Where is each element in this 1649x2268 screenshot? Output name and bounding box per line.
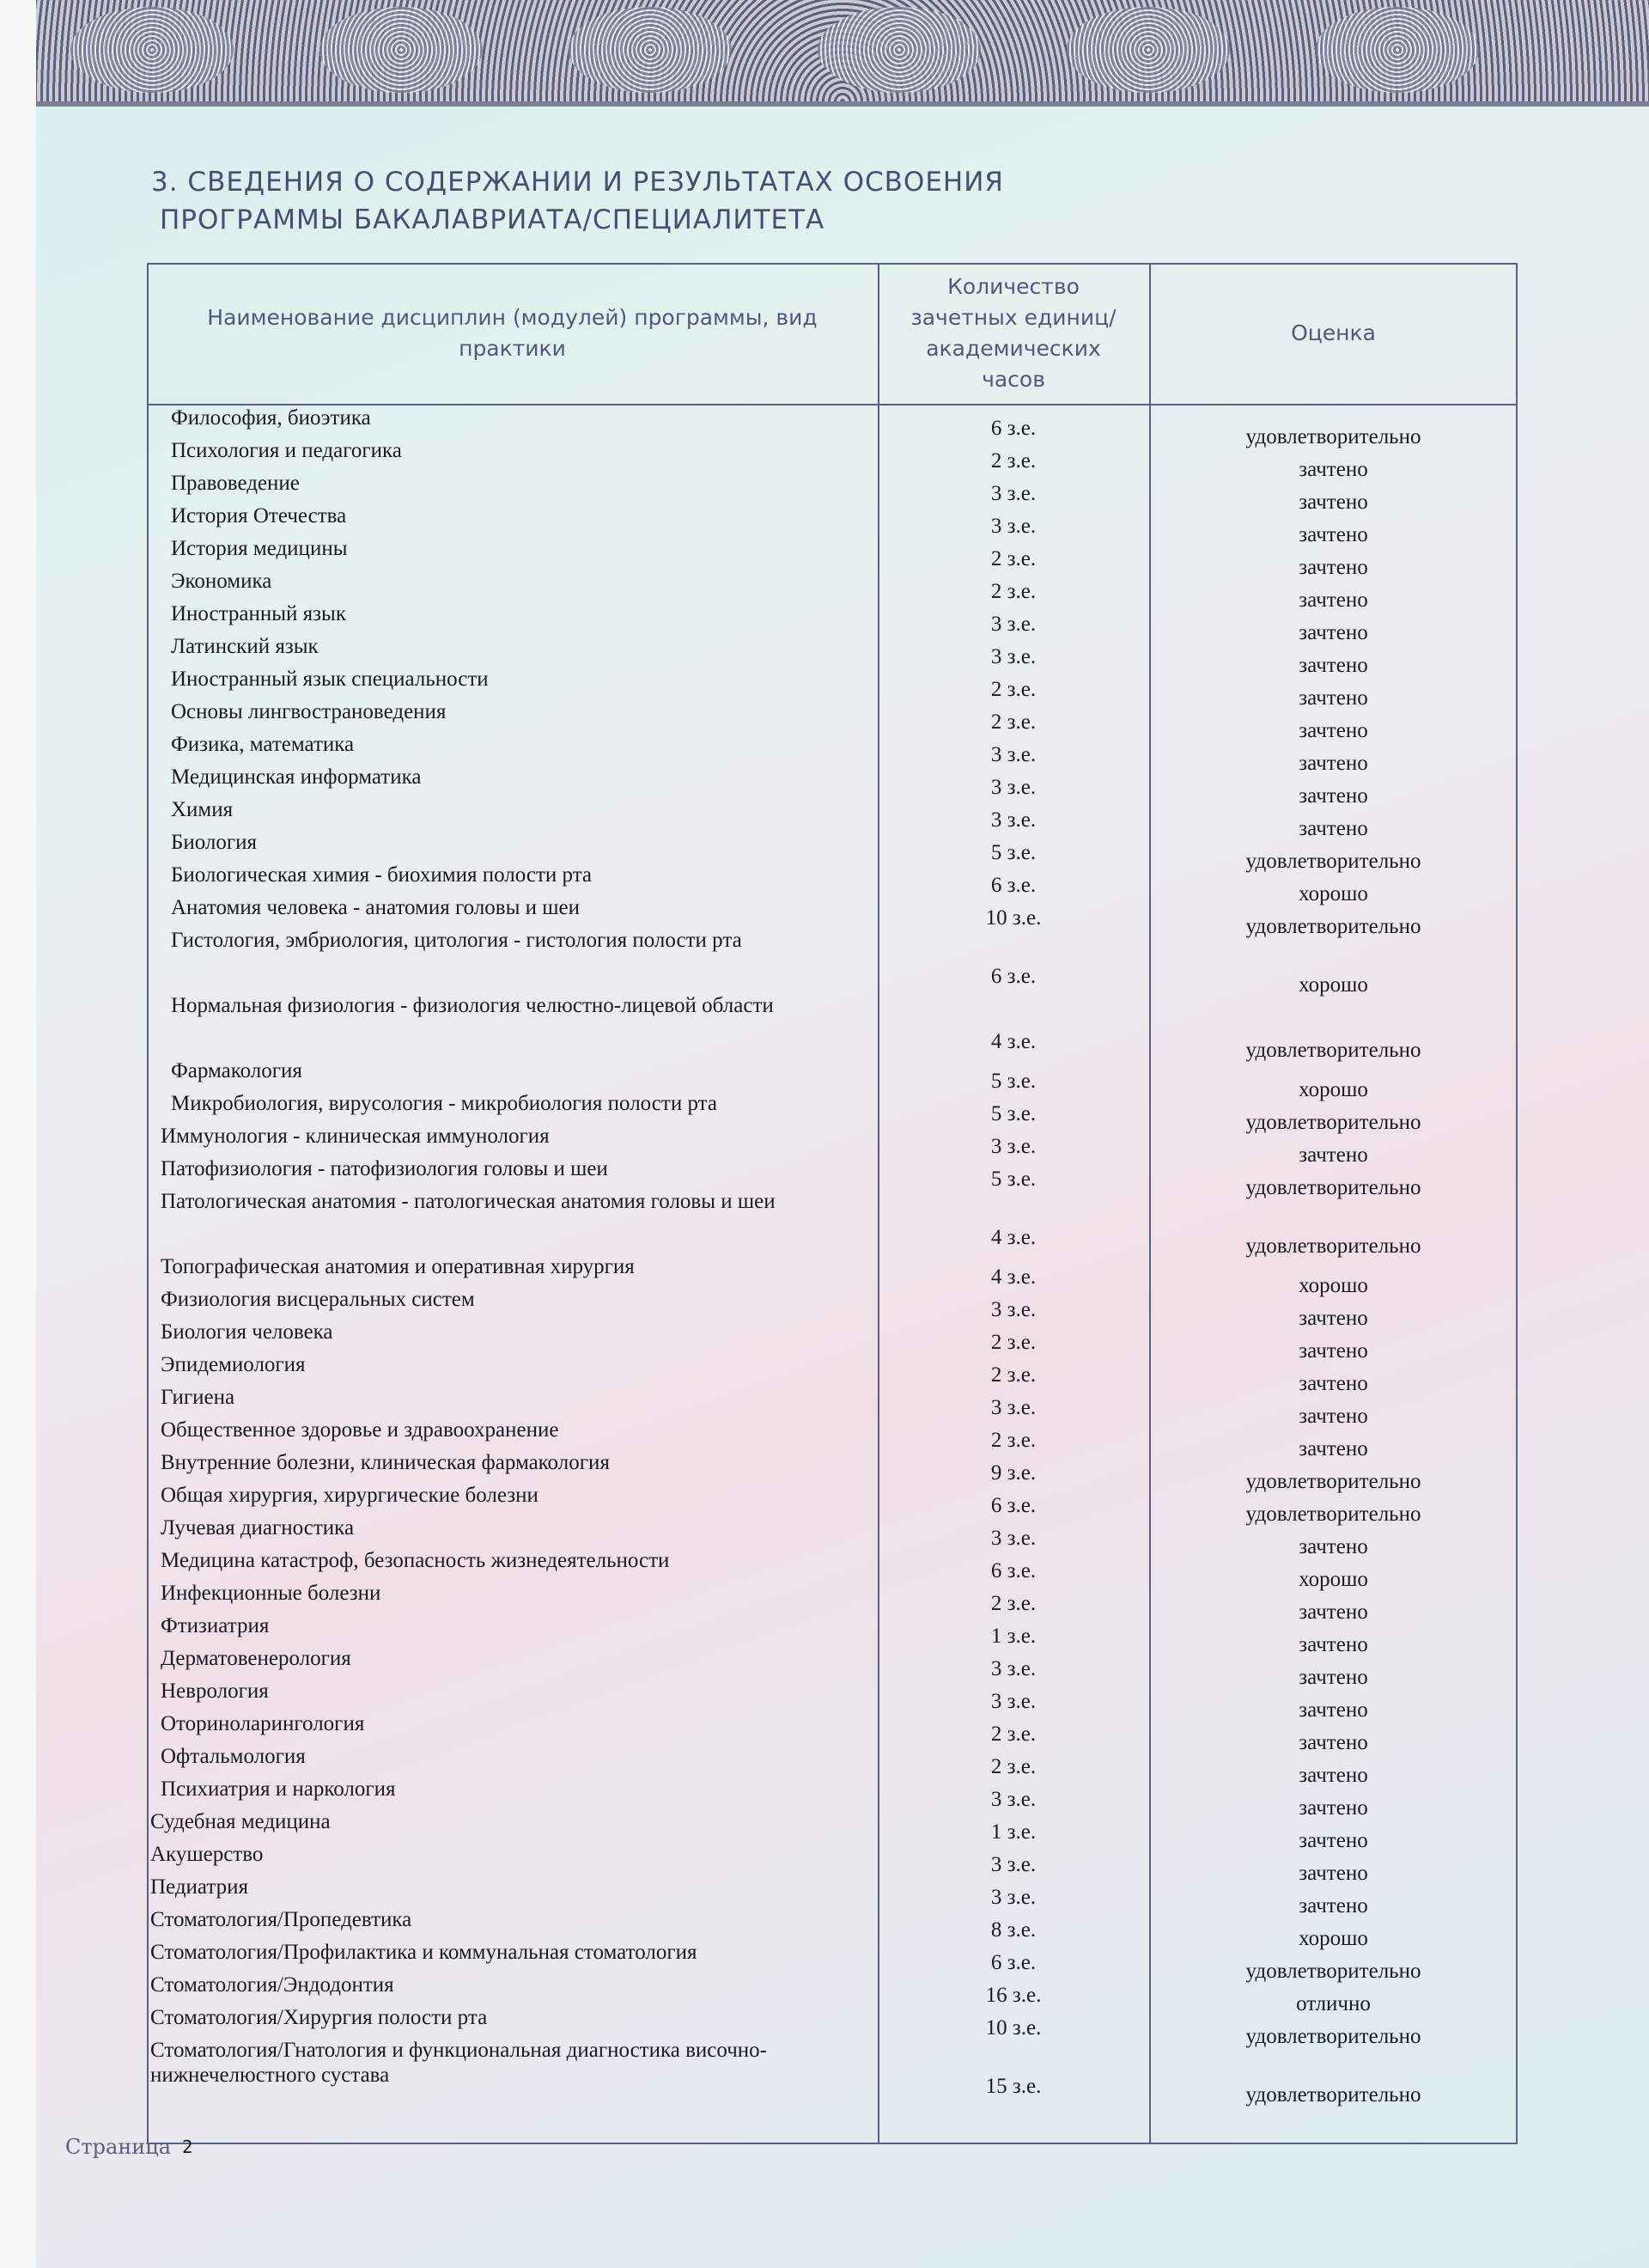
table-row-grade: хорошо — [1299, 1274, 1368, 1297]
table-row-credits: 3 з.е. — [990, 776, 1037, 799]
table-row-grade: зачтено — [1299, 1633, 1368, 1656]
table-row-credits: 3 з.е. — [990, 482, 1037, 505]
table-row-grade: зачтено — [1299, 1535, 1368, 1558]
table-row-credits: 2 з.е. — [990, 580, 1037, 603]
table-row-credits: 2 з.е. — [990, 1755, 1037, 1778]
table-row-credits: 3 з.е. — [990, 1657, 1037, 1680]
section-heading-line-1: 3. СВЕДЕНИЯ О СОДЕРЖАНИИ И РЕЗУЛЬТАТАХ ОСВОЕНИЯ — [151, 167, 1004, 198]
table-row-grade: зачтено — [1299, 1829, 1368, 1852]
table-row-grade: удовлетворительно — [1245, 1176, 1421, 1199]
page-left-margin — [0, 0, 36, 2268]
table-row-grade: удовлетворительно — [1245, 1111, 1421, 1134]
table-row-discipline: Химия — [171, 798, 234, 821]
table-row-discipline: Топографическая анатомия и оперативная хирургия — [161, 1255, 635, 1278]
table-row-discipline: Медицина катастроф, безопасность жизнедеятельности — [161, 1549, 670, 1572]
table-row-credits: 4 з.е. — [990, 1265, 1037, 1289]
table-row-credits: 3 з.е. — [990, 1527, 1037, 1550]
table-row-discipline: Гигиена — [161, 1386, 235, 1409]
table-row-grade: зачтено — [1299, 1894, 1368, 1917]
table-row-grade: зачтено — [1299, 1372, 1368, 1395]
table-row-grade: зачтено — [1299, 1731, 1368, 1754]
table-row-credits: 10 з.е. — [985, 906, 1042, 930]
page-number: 2 — [182, 2137, 193, 2157]
header-credits: Количество зачетных единиц/ академических часов — [910, 274, 1117, 392]
table-row-discipline: Неврология — [161, 1680, 269, 1703]
table-row-discipline: Судебная медицина — [150, 1810, 331, 1833]
table-row-credits: 6 з.е. — [990, 965, 1037, 988]
table-row-credits: 15 з.е. — [985, 2075, 1042, 2098]
table-row-grade: зачтено — [1299, 1437, 1368, 1460]
table-row-grade: хорошо — [1299, 1078, 1368, 1101]
table-row-credits: 6 з.е. — [990, 1951, 1037, 1974]
table-row-credits: 10 з.е. — [985, 2016, 1042, 2039]
table-row-credits: 6 з.е. — [990, 1559, 1037, 1582]
table-row-discipline: Фтизиатрия — [161, 1614, 270, 1637]
table-row-discipline: Общая хирургия, хирургические болезни — [161, 1484, 539, 1507]
table-row-grade: зачтено — [1299, 1307, 1368, 1330]
table-row-credits: 3 з.е. — [990, 613, 1037, 636]
table-row-discipline: Стоматология/Гнатология и функциональная диагностика височно-нижнечелюстного сустава — [150, 2039, 767, 2087]
table-row-credits: 3 з.е. — [990, 1788, 1037, 1811]
table-row-credits: 2 з.е. — [990, 1722, 1037, 1746]
table-row-credits: 3 з.е. — [990, 1396, 1037, 1419]
table-row-discipline: Патологическая анатомия - патологическая анатомия головы и шеи — [161, 1190, 776, 1213]
table-row-credits: 2 з.е. — [990, 547, 1037, 570]
table-row-credits: 1 з.е. — [990, 1625, 1037, 1648]
header-grade: Оценка — [1291, 320, 1376, 345]
table-row-credits: 8 з.е. — [990, 1918, 1037, 1942]
table-row-grade: удовлетворительно — [1245, 1235, 1421, 1258]
table-row-credits: 6 з.е. — [990, 874, 1037, 897]
table-row-discipline: Нормальная физиология - физиология челюстно-лицевой области — [171, 994, 774, 1017]
table-row-grade: хорошо — [1299, 882, 1368, 905]
table-row-discipline: Латинский язык — [171, 635, 319, 658]
table-row-discipline: Дерматовенерология — [161, 1647, 351, 1670]
table-row-grade: зачтено — [1299, 556, 1368, 579]
table-row-grade: зачтено — [1299, 1862, 1368, 1885]
table-row-discipline: Основы лингвострановедения — [171, 700, 447, 723]
table-row-discipline: Правоведение — [171, 472, 300, 495]
table-row-discipline: Микробиология, вирусология - микробиология полости рта — [171, 1092, 717, 1115]
table-row-grade: зачтено — [1299, 621, 1368, 644]
table-row-grade: зачтено — [1299, 1600, 1368, 1624]
table-row-grade: зачтено — [1299, 654, 1368, 677]
table-row-grade: удовлетворительно — [1245, 2025, 1421, 2048]
table-row-discipline: Психология и педагогика — [171, 439, 402, 462]
table-row-grade: удовлетворительно — [1245, 1960, 1421, 1983]
table-row-discipline: Иностранный язык — [171, 602, 346, 625]
table-row-discipline: Философия, биоэтика — [171, 406, 371, 430]
table-row-credits: 2 з.е. — [990, 1592, 1037, 1615]
table-row-discipline: Акушерство — [150, 1843, 264, 1866]
table-row-grade: хорошо — [1299, 1568, 1368, 1591]
table-row-credits: 9 з.е. — [990, 1461, 1037, 1485]
table-row-grade: зачтено — [1299, 491, 1368, 514]
table-row-credits: 3 з.е. — [990, 515, 1037, 538]
table-row-credits: 3 з.е. — [990, 1853, 1037, 1876]
table-row-credits: 3 з.е. — [990, 1298, 1037, 1321]
table-row-credits: 1 з.е. — [990, 1820, 1037, 1844]
table-row-credits: 3 з.е. — [990, 645, 1037, 668]
table-row-discipline: Гистология, эмбриология, цитология - гистология полости рта — [171, 929, 742, 952]
table-row-discipline: Экономика — [171, 570, 272, 593]
table-row-grade: удовлетворительно — [1245, 1470, 1421, 1493]
table-row-credits: 2 з.е. — [990, 449, 1037, 472]
table-row-grade: зачтено — [1299, 752, 1368, 775]
table-row-discipline: Физика, математика — [171, 733, 355, 756]
table-row-credits: 3 з.е. — [990, 808, 1037, 832]
table-row-discipline: Стоматология/Профилактика и коммунальная стоматология — [150, 1941, 697, 1964]
table-row-discipline: Иностранный язык специальности — [171, 668, 489, 691]
table-row-discipline: Иммунология - клиническая иммунология — [161, 1125, 550, 1148]
table-row-grade: зачтено — [1299, 1666, 1368, 1689]
table-row-credits: 3 з.е. — [990, 1690, 1037, 1713]
table-row-grade: удовлетворительно — [1245, 1039, 1421, 1062]
table-row-grade: зачтено — [1299, 719, 1368, 742]
table-row-grade: зачтено — [1299, 1339, 1368, 1363]
table-row-discipline: Инфекционные болезни — [161, 1582, 381, 1605]
table-row-grade: зачтено — [1299, 1405, 1368, 1428]
table-row-discipline: Стоматология/Хирургия полости рта — [150, 2006, 488, 2029]
table-row-grade: зачтено — [1299, 784, 1368, 808]
table-row-discipline: Офтальмология — [161, 1745, 306, 1768]
table-row-credits: 5 з.е. — [990, 1102, 1037, 1125]
table-row-grade: зачтено — [1299, 1698, 1368, 1722]
table-row-grade: зачтено — [1299, 1796, 1368, 1820]
table-row-credits: 2 з.е. — [990, 1429, 1037, 1452]
table-row-discipline: Биологическая химия - биохимия полости рта — [171, 863, 593, 887]
table-row-discipline: Фармакология — [171, 1059, 302, 1082]
table-row-discipline: Оториноларингология — [161, 1712, 365, 1735]
section-heading — [151, 163, 1004, 239]
table-row-credits: 2 з.е. — [990, 678, 1037, 701]
table-row-grade: зачтено — [1299, 686, 1368, 710]
table-row-credits: 6 з.е. — [990, 1494, 1037, 1517]
table-row-grade: зачтено — [1299, 817, 1368, 840]
table-row-discipline: Патофизиология - патофизиология головы и шеи — [161, 1157, 608, 1180]
table-row-credits: 2 з.е. — [990, 1331, 1037, 1354]
table-row-discipline: Медицинская информатика — [171, 765, 422, 789]
table-row-grade: зачтено — [1299, 588, 1368, 612]
table-row-discipline: Внутренние болезни, клиническая фармакология — [161, 1451, 610, 1474]
table-row-credits: 4 з.е. — [990, 1030, 1037, 1053]
table-row-discipline: Физиология висцеральных систем — [161, 1288, 475, 1311]
table-row-discipline: Стоматология/Эндодонтия — [150, 1973, 394, 1997]
table-row-credits: 5 з.е. — [990, 1070, 1037, 1093]
table-row-discipline: Педиатрия — [150, 1875, 248, 1899]
table-row-discipline: Психиатрия и наркология — [161, 1777, 396, 1801]
table-row-credits: 6 з.е. — [990, 417, 1037, 440]
table-row-credits: 3 з.е. — [990, 1886, 1037, 1909]
table-row-credits: 5 з.е. — [990, 1168, 1037, 1191]
table-row-grade: отлично — [1296, 1992, 1371, 2015]
table-row-grade: удовлетворительно — [1245, 850, 1421, 873]
table-row-grade: зачтено — [1299, 1143, 1368, 1167]
table-row-credits: 4 з.е. — [990, 1226, 1037, 1249]
table-row-discipline: Эпидемиология — [161, 1353, 306, 1376]
table-row-grade: зачтено — [1299, 1764, 1368, 1787]
table-row-credits: 3 з.е. — [990, 743, 1037, 766]
table-row-grade: удовлетворительно — [1245, 425, 1421, 448]
section-heading-line-2: ПРОГРАММЫ БАКАЛАВРИАТА/СПЕЦИАЛИТЕТА — [160, 204, 825, 235]
table-row-grade: зачтено — [1299, 523, 1368, 546]
table-row-discipline: История Отечества — [171, 504, 347, 527]
table-row-grade: хорошо — [1299, 1927, 1368, 1950]
page-label: Страница — [65, 2135, 172, 2159]
table-row-discipline: Стоматология/Пропедевтика — [150, 1908, 412, 1931]
table-row-grade: зачтено — [1299, 458, 1368, 481]
table-row-credits: 5 з.е. — [990, 841, 1037, 864]
table-row-grade: удовлетворительно — [1245, 915, 1421, 938]
table-row-discipline: Биология — [171, 831, 258, 854]
table-row-discipline: Общественное здоровье и здравоохранение — [161, 1418, 559, 1442]
table-row-grade: хорошо — [1299, 973, 1368, 997]
table-row-discipline: Лучевая диагностика — [161, 1516, 355, 1539]
table-row-discipline: История медицины — [171, 537, 348, 560]
table-row-credits: 2 з.е. — [990, 710, 1037, 734]
table-row-discipline: Биология человека — [161, 1320, 333, 1344]
table-row-grade: удовлетворительно — [1245, 2083, 1421, 2106]
table-row-grade: удовлетворительно — [1245, 1503, 1421, 1526]
table-row-credits: 2 з.е. — [990, 1363, 1037, 1387]
table-row-discipline: Анатомия человека - анатомия головы и шеи — [171, 896, 581, 919]
header-discipline: Наименование дисциплин (модулей) программы, вид практики — [207, 305, 818, 361]
table-row-credits: 3 з.е. — [990, 1135, 1037, 1158]
security-pattern-band — [36, 0, 1649, 107]
table-row-credits: 16 з.е. — [985, 1984, 1042, 2007]
